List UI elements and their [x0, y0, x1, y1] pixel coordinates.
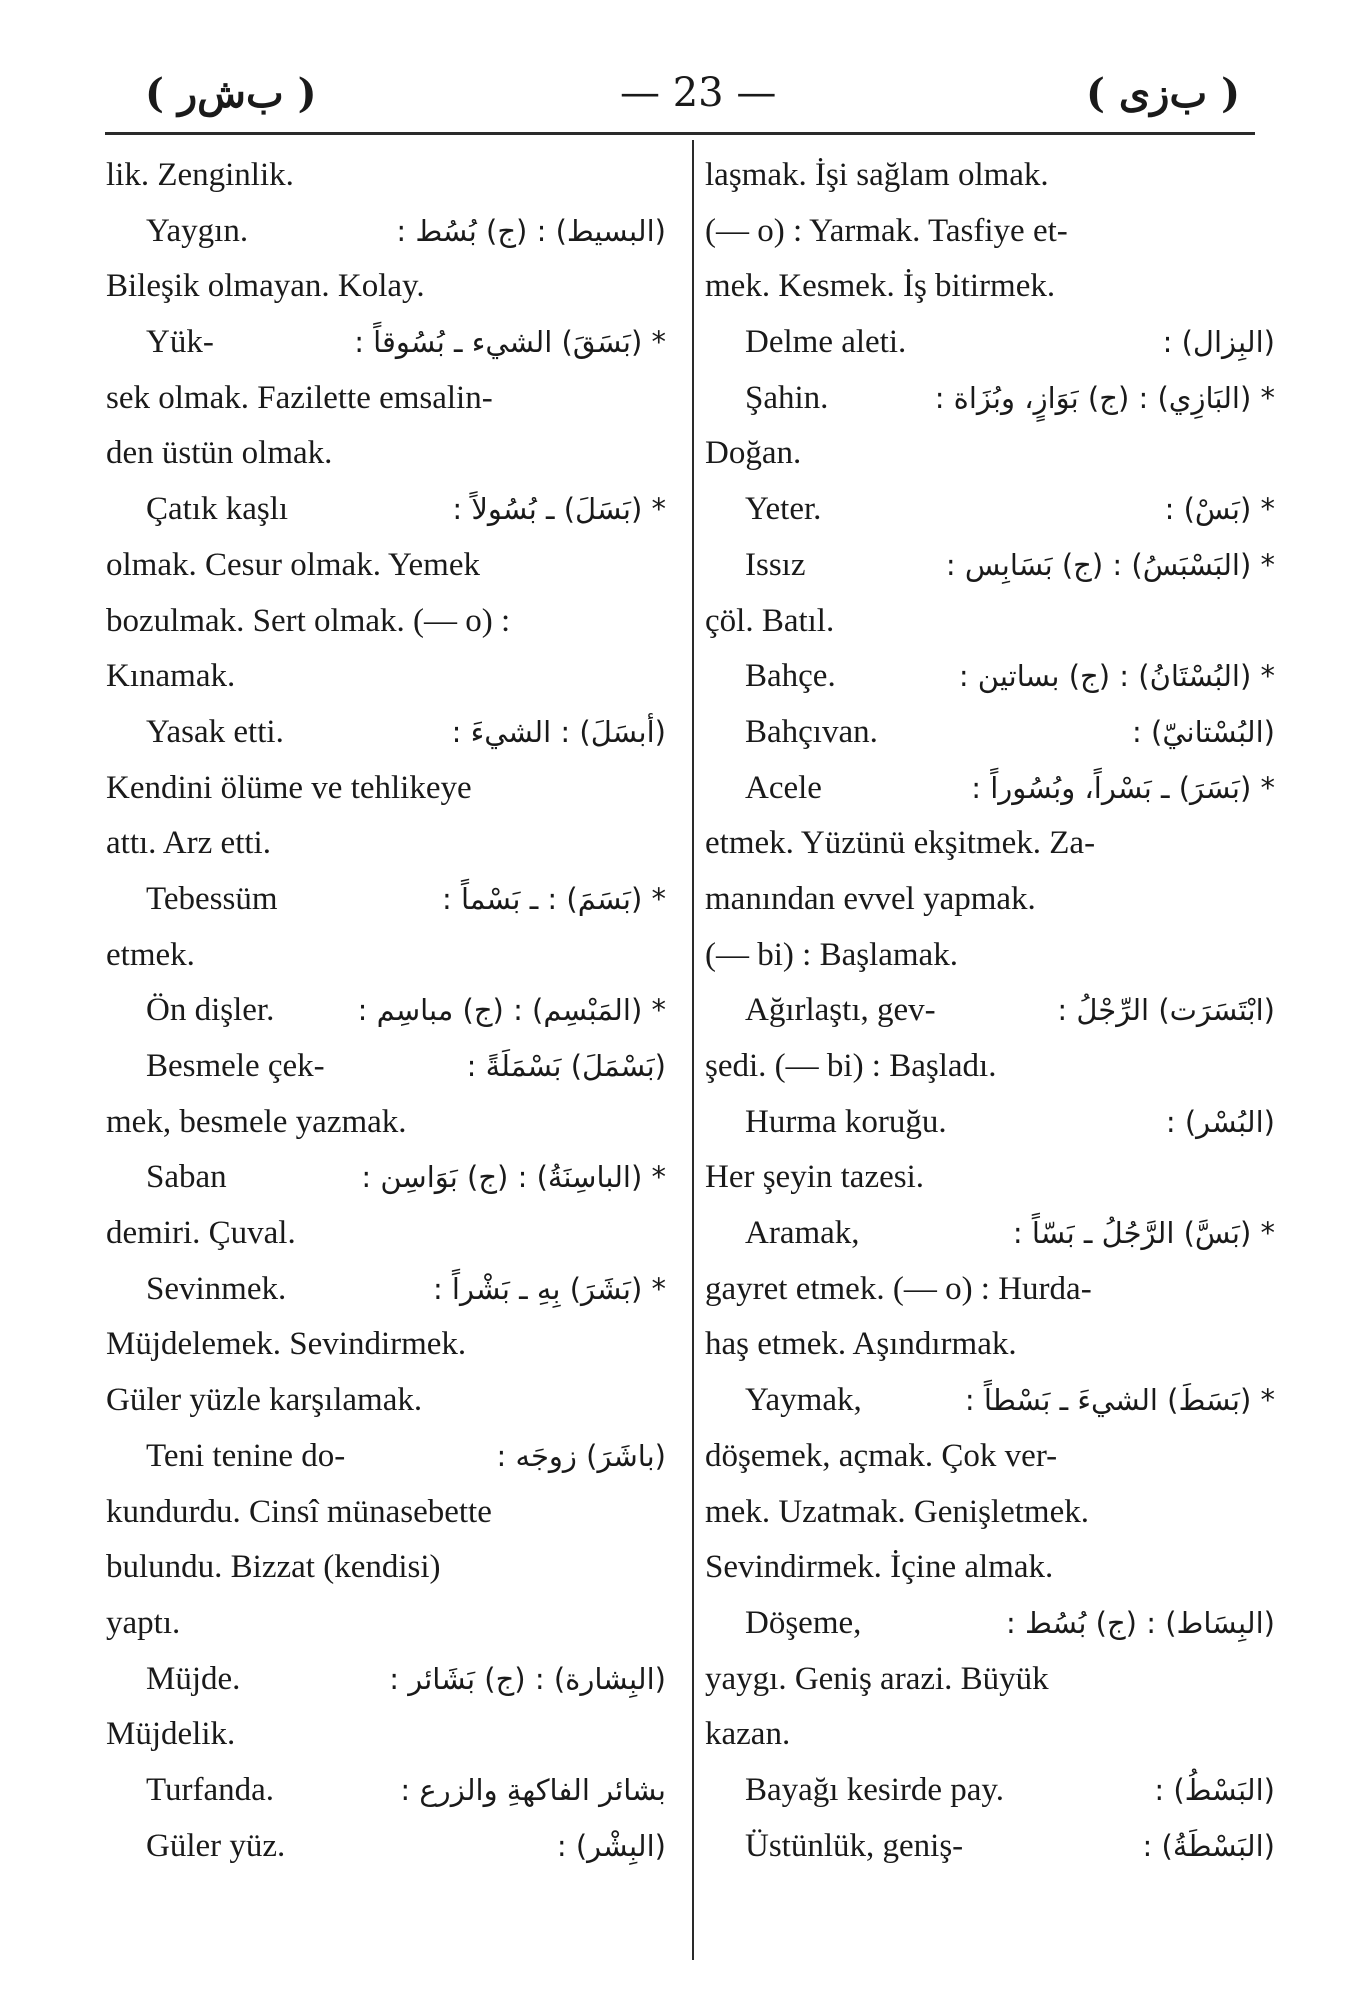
dictionary-line [106, 482, 666, 538]
dictionary-line [106, 371, 666, 427]
turkish-text: (— o) : Yarmak. Tasfiye et- [705, 212, 1068, 249]
turkish-text: Bahçıvan. [745, 713, 878, 750]
dictionary-line [106, 1206, 666, 1262]
dictionary-line [705, 482, 1275, 538]
header-left-root: ( ب‌ش‌ر ) [145, 70, 317, 117]
turkish-text: Yeter. [745, 491, 822, 528]
turkish-text: Besmele çek- [146, 1048, 325, 1084]
dictionary-line [705, 259, 1275, 315]
dictionary-line [705, 1763, 1275, 1819]
arabic-headword: (ابْتَسَرَت) الرِّجْلُ : [1057, 993, 1275, 1028]
dictionary-line [705, 705, 1275, 761]
turkish-text: Sevinmek. [146, 1270, 287, 1307]
dictionary-line [705, 1150, 1275, 1206]
arabic-headword: * (بَشَرَ) بِهِ ـ بَشْراً : [432, 1271, 666, 1306]
dictionary-line [705, 1095, 1275, 1151]
arabic-headword: (البِسَاط) : (ج) بُسُط : [1005, 1605, 1275, 1640]
dictionary-line [106, 1485, 666, 1541]
arabic-headword: * (الباسِنَةُ) : (ج) بَوَاسِن : [361, 1160, 666, 1195]
arabic-headword: (البُسْر) : [1165, 1104, 1275, 1139]
dictionary-line [705, 1373, 1275, 1429]
turkish-text: Müjdelemek. Sevindirmek. [106, 1326, 467, 1363]
turkish-text: Sevindirmek. İçine almak. [705, 1549, 1054, 1586]
dictionary-line [705, 1707, 1275, 1763]
dictionary-line [705, 1039, 1275, 1095]
turkish-text: bozulmak. Sert olmak. (— o) : [106, 602, 511, 639]
turkish-text: mek. Uzatmak. Genişletmek. [705, 1493, 1089, 1530]
turkish-text: mek, besmele yazmak. [106, 1103, 407, 1140]
dictionary-line [106, 1763, 666, 1819]
dictionary-line [106, 983, 666, 1039]
turkish-text: Aramak, [745, 1215, 860, 1252]
arabic-headword: (البِشارة) : (ج) بَشَائر : [389, 1661, 666, 1696]
dictionary-line [106, 1150, 666, 1206]
turkish-text: Teni tenine do- [146, 1437, 346, 1474]
turkish-text: Güler yüzle karşılamak. [106, 1382, 423, 1419]
arabic-headword: (بَسْمَلَ) بَسْمَلَةً : [466, 1049, 666, 1083]
arabic-headword: * (البَسْبَسُ) : (ج) بَسَابِس : [945, 547, 1275, 582]
turkish-text: Acele [745, 769, 822, 806]
dictionary-line [106, 1540, 666, 1596]
arabic-headword: * (بَسْ) : [1164, 492, 1275, 527]
dictionary-line [106, 649, 666, 705]
turkish-text: demiri. Çuval. [106, 1215, 296, 1252]
dictionary-line [705, 148, 1275, 204]
turkish-text: Bahçe. [745, 658, 836, 695]
turkish-text: Kendini ölüme ve tehlikeye [106, 769, 472, 806]
turkish-text: Yaymak, [745, 1382, 862, 1419]
turkish-text: Çatık kaşlı [146, 491, 289, 528]
turkish-text: Turfanda. [146, 1771, 275, 1808]
turkish-text: den üstün olmak. [106, 435, 333, 472]
turkish-text: Issız [745, 546, 806, 583]
dictionary-line [106, 1596, 666, 1652]
turkish-text: kundurdu. Cinsî münasebette [106, 1493, 492, 1530]
dictionary-line [106, 1429, 666, 1485]
arabic-headword: * (بَسَلَ) ـ بُسُولاً : [452, 492, 666, 527]
turkish-text: döşemek, açmak. Çok ver- [705, 1437, 1058, 1474]
dictionary-line [705, 315, 1275, 371]
arabic-headword: (البَسْطُ) : [1154, 1772, 1275, 1807]
dictionary-line [705, 816, 1275, 872]
turkish-text: mek. Kesmek. İş bitirmek. [705, 268, 1056, 305]
page-header [100, 70, 1250, 130]
turkish-text: lik. Zenginlik. [106, 157, 294, 193]
dictionary-line [705, 872, 1275, 928]
turkish-text: Delme aleti. [745, 324, 907, 361]
header-right-root: ( ب‌ز‌ی ) [1086, 70, 1240, 117]
turkish-text: şedi. (— bi) : Başladı. [705, 1048, 997, 1084]
turkish-text: haş etmek. Aşındırmak. [705, 1326, 1017, 1363]
dictionary-line [705, 1429, 1275, 1485]
turkish-text: Güler yüz. [146, 1827, 286, 1864]
turkish-text: kazan. [705, 1716, 791, 1753]
turkish-text: (— bi) : Başlamak. [705, 936, 958, 973]
dictionary-line [106, 315, 666, 371]
column-divider [692, 140, 694, 1960]
arabic-headword: (البِشْر) : [556, 1828, 666, 1863]
arabic-headword: * (البَازِي) : (ج) بَوَازٍ، وبُزَاة : [934, 380, 1275, 415]
turkish-text: Yasak etti. [146, 713, 284, 750]
dictionary-line [106, 204, 666, 260]
turkish-text: etmek. Yüzünü ekşitmek. Za- [705, 825, 1096, 862]
turkish-text: etmek. [106, 936, 195, 973]
dictionary-line [705, 204, 1275, 260]
turkish-text: bulundu. Bizzat (kendisi) [106, 1549, 441, 1586]
turkish-text: Tebessüm [146, 880, 278, 917]
turkish-text: Bileşik olmayan. Kolay. [106, 268, 425, 305]
dictionary-line [705, 371, 1275, 427]
arabic-headword: (البسيط) : (ج) بُسُط : [396, 213, 666, 248]
dictionary-line [705, 594, 1275, 650]
arabic-headword: * (بَسَمَ) : ـ بَسْماً : [441, 881, 666, 916]
turkish-text: Ön dişler. [146, 992, 275, 1029]
dictionary-line [106, 1707, 666, 1763]
turkish-text: laşmak. İşi sağlam olmak. [705, 157, 1049, 193]
arabic-headword: (البَسْطَةُ) : [1142, 1828, 1275, 1863]
arabic-headword: بشائر الفاكهةِ والزرع : [400, 1772, 666, 1807]
arabic-headword: * (بَسَّ) الرَّجُلُ ـ بَسّاً : [1012, 1216, 1275, 1251]
dictionary-line [106, 259, 666, 315]
turkish-text: Yük- [146, 324, 214, 361]
dictionary-line [705, 426, 1275, 482]
turkish-text: gayret etmek. (— o) : Hurda- [705, 1270, 1092, 1307]
right-column [705, 148, 1275, 1874]
dictionary-line [106, 705, 666, 761]
turkish-text: olmak. Cesur olmak. Yemek [106, 546, 480, 583]
turkish-text: Yaygın. [146, 212, 249, 249]
dictionary-line [705, 1819, 1275, 1875]
turkish-text: yaygı. Geniş arazi. Büyük [705, 1660, 1049, 1697]
arabic-headword: * (بَسَطَ) الشيءَ ـ بَسْطاً : [964, 1383, 1275, 1418]
dictionary-line [106, 148, 666, 204]
header-rule [105, 132, 1255, 135]
turkish-text: Doğan. [705, 435, 802, 472]
dictionary-line [106, 1262, 666, 1318]
dictionary-line [106, 761, 666, 817]
dictionary-line [106, 928, 666, 984]
arabic-headword: (البِزال) : [1162, 325, 1275, 360]
dictionary-line [106, 594, 666, 650]
dictionary-line [106, 1819, 666, 1875]
dictionary-line [705, 761, 1275, 817]
turkish-text: yaptı. [106, 1604, 181, 1641]
arabic-headword: (باشَرَ) زوجَه : [496, 1438, 666, 1473]
turkish-text: Ağırlaştı, gev- [745, 992, 936, 1029]
arabic-headword: (أبسَلَ) : الشيءَ : [451, 714, 666, 749]
arabic-headword: * (البُسْتَانُ) : (ج) بساتين : [958, 659, 1275, 694]
turkish-text: çöl. Batıl. [705, 602, 835, 639]
dictionary-line [106, 426, 666, 482]
dictionary-line [705, 1652, 1275, 1708]
left-column [106, 148, 666, 1874]
dictionary-line [106, 538, 666, 594]
dictionary-line [705, 928, 1275, 984]
dictionary-line [705, 1485, 1275, 1541]
arabic-headword: * (بَسَرَ) ـ بَسْراً، وبُسُوراً : [971, 770, 1275, 805]
turkish-text: manından evvel yapmak. [705, 880, 1036, 917]
arabic-headword: * (بَسَقَ) الشيء ـ بُسُوقاً : [354, 325, 666, 360]
turkish-text: Şahin. [745, 379, 829, 416]
turkish-text: Üstünlük, geniş- [745, 1827, 964, 1864]
dictionary-line [705, 1540, 1275, 1596]
dictionary-line [705, 649, 1275, 705]
page-number: — 23 — [620, 70, 777, 116]
turkish-text: Bayağı kesirde pay. [745, 1771, 1005, 1808]
dictionary-line [106, 1039, 666, 1095]
turkish-text: Kınamak. [106, 658, 236, 695]
turkish-text: Her şeyin tazesi. [705, 1159, 924, 1196]
dictionary-line [106, 1317, 666, 1373]
turkish-text: Müjde. [146, 1660, 241, 1697]
dictionary-line [705, 1596, 1275, 1652]
dictionary-line [705, 1317, 1275, 1373]
dictionary-line [106, 1095, 666, 1151]
turkish-text: sek olmak. Fazilette emsalin- [106, 379, 493, 416]
dictionary-line [705, 1262, 1275, 1318]
dictionary-line [106, 872, 666, 928]
dictionary-line [106, 1652, 666, 1708]
arabic-headword: * (المَبْسِم) : (ج) مباسِم : [357, 993, 666, 1028]
turkish-text: Saban [146, 1159, 227, 1196]
dictionary-line [705, 983, 1275, 1039]
dictionary-line [705, 1206, 1275, 1262]
arabic-headword: (البُسْتانيّ) : [1132, 714, 1275, 749]
turkish-text: Müjdelik. [106, 1716, 236, 1753]
dictionary-line [705, 538, 1275, 594]
turkish-text: attı. Arz etti. [106, 825, 271, 862]
turkish-text: Hurma koruğu. [745, 1103, 947, 1140]
turkish-text: Döşeme, [745, 1604, 862, 1641]
dictionary-line [106, 1373, 666, 1429]
dictionary-line [106, 816, 666, 872]
